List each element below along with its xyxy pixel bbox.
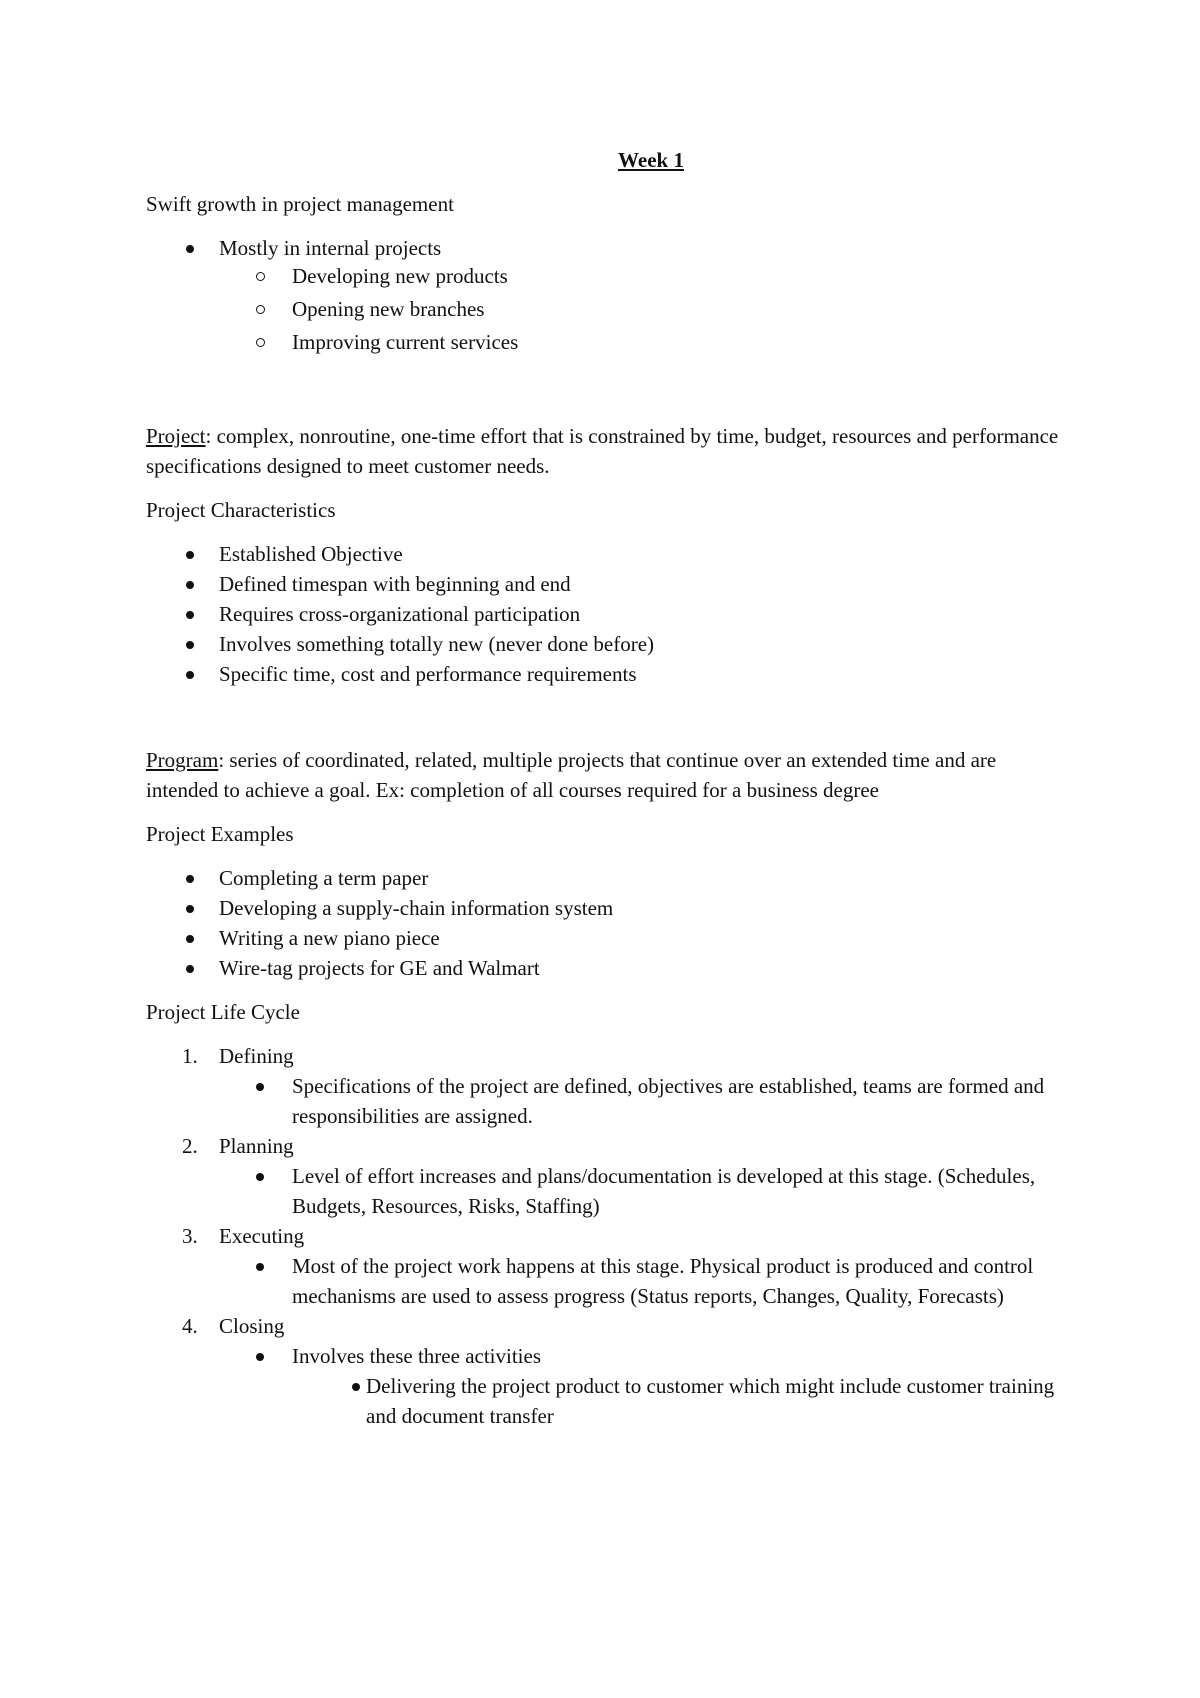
circle-bullet-icon [256, 272, 265, 281]
list-item: Defined timespan with beginning and end [146, 569, 1066, 599]
bullet-icon [186, 671, 194, 679]
bullet-icon [186, 551, 194, 559]
examples-heading: Project Examples [146, 822, 294, 846]
bullet-icon [186, 641, 194, 649]
list-item: Developing new products [146, 261, 1066, 291]
bullet-icon [186, 905, 194, 913]
lifecycle-list [146, 1041, 1066, 1431]
lifecycle-stage: 3. Executing [182, 1224, 305, 1248]
list-item: Specific time, cost and performance requirements [146, 659, 1066, 689]
lifecycle-stage: 1. Defining [182, 1044, 294, 1068]
list-item: Writing a new piano piece [146, 923, 1066, 953]
list-item: Specifications of the project are defined, objectives are established, teams are formed and responsibilities are assigned. [146, 1071, 1066, 1131]
intro-line: Swift growth in project management [146, 192, 454, 216]
list-item: Completing a term paper [146, 863, 1066, 893]
bullet-icon [256, 1263, 264, 1271]
bullet-icon [352, 1383, 360, 1391]
bullet-icon [256, 1083, 264, 1091]
list-item: Involves something totally new (never done before) [146, 629, 1066, 659]
page-title: Week 1 [618, 148, 684, 172]
program-definition: Program: series of coordinated, related, multiple projects that continue over an extended time and are intended to achieve a goal. Ex: completion of all courses required for a business degree [146, 748, 997, 802]
list-item: Involves these three activities [146, 1341, 1066, 1371]
list-item: Requires cross-organizational participation [146, 599, 1066, 629]
bullet-icon [186, 581, 194, 589]
list-item: Mostly in internal projects [146, 233, 1066, 263]
bullet-icon [256, 1173, 264, 1181]
characteristics-heading: Project Characteristics [146, 498, 336, 522]
bullet-icon [186, 611, 194, 619]
list-item: Level of effort increases and plans/documentation is developed at this stage. (Schedules, Budgets, Resources, Risks, Staffing) [146, 1161, 1066, 1221]
growth-list [146, 233, 1066, 357]
bullet-icon [256, 1353, 264, 1361]
lifecycle-stage: 2. Planning [182, 1134, 294, 1158]
document-body [146, 145, 1066, 1431]
list-item: Most of the project work happens at this stage. Physical product is produced and control mechanisms are used to assess progress (Status reports, Changes, Quality, Forecasts) [146, 1251, 1066, 1311]
list-item: Opening new branches [146, 294, 1066, 324]
list-item: Established Objective [146, 539, 1066, 569]
list-item: Improving current services [146, 327, 1066, 357]
circle-bullet-icon [256, 338, 265, 347]
characteristics-list [146, 539, 1066, 689]
program-term: Program [146, 748, 219, 772]
bullet-icon [186, 965, 194, 973]
list-item: Developing a supply-chain information system [146, 893, 1066, 923]
bullet-icon [186, 245, 194, 253]
project-term: Project [146, 424, 206, 448]
examples-list [146, 863, 1066, 983]
lifecycle-heading: Project Life Cycle [146, 1000, 300, 1024]
bullet-icon [186, 875, 194, 883]
bullet-icon [186, 935, 194, 943]
circle-bullet-icon [256, 305, 265, 314]
list-item: Wire-tag projects for GE and Walmart [146, 953, 1066, 983]
project-definition: Project: complex, nonroutine, one-time effort that is constrained by time, budget, resources and performance specifications designed to meet customer needs. [146, 424, 1059, 478]
list-item: Delivering the project product to customer which might include customer training and document transfer [146, 1371, 1066, 1431]
lifecycle-stage: 4. Closing [182, 1314, 285, 1338]
